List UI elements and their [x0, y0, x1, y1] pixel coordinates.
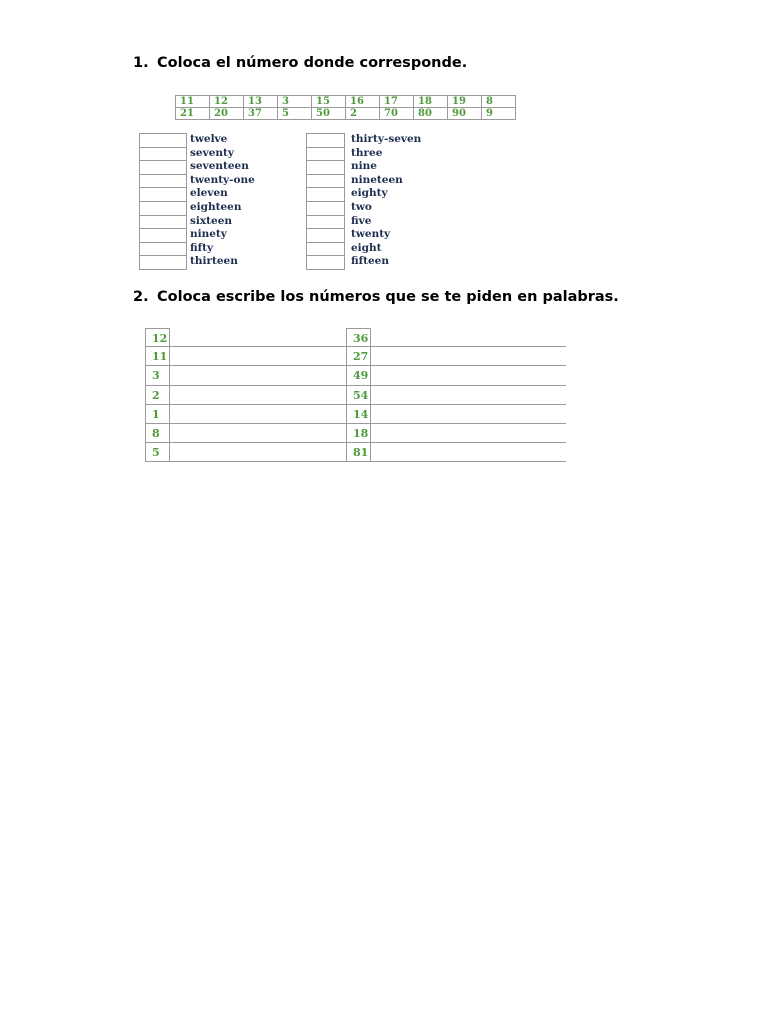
- grid-cell: 16: [346, 96, 380, 108]
- answer-box[interactable]: [139, 160, 187, 174]
- word-label: eleven: [190, 187, 228, 200]
- word-label: three: [351, 146, 383, 159]
- answer-box[interactable]: [139, 242, 187, 256]
- word-label: eighteen: [190, 200, 242, 213]
- heading-2: [133, 289, 619, 305]
- grid-cell: 5: [278, 108, 312, 120]
- heading-2-text: Coloca escribe los números que se te piden en palabras.: [157, 289, 619, 305]
- answer-box[interactable]: [306, 147, 345, 161]
- word-label: five: [351, 214, 372, 227]
- word-label: nine: [351, 160, 377, 173]
- heading-1-number: 1.: [133, 55, 149, 71]
- answer-box[interactable]: [306, 133, 345, 147]
- write-row: [346, 347, 566, 366]
- write-row: [346, 386, 566, 405]
- write-row: [145, 386, 346, 405]
- word-label: thirteen: [190, 255, 238, 268]
- grid-cell: 90: [448, 108, 482, 120]
- answer-box[interactable]: [139, 174, 187, 188]
- heading-1: [133, 55, 467, 71]
- answer-box[interactable]: [139, 215, 187, 229]
- write-row: [346, 443, 566, 462]
- number-cell: 54: [346, 386, 371, 404]
- number-cell: 81: [346, 443, 371, 461]
- grid-cell: 17: [380, 96, 414, 108]
- answer-box[interactable]: [306, 187, 345, 201]
- grid-cell: 8: [482, 96, 516, 108]
- word-label: eighty: [351, 187, 388, 200]
- grid-cell: 12: [210, 96, 244, 108]
- write-row: [346, 424, 566, 443]
- heading-1-text: Coloca el número donde corresponde.: [157, 55, 468, 71]
- word-label: ninety: [190, 228, 227, 241]
- write-row: [346, 366, 566, 385]
- answer-box[interactable]: [139, 133, 187, 147]
- answer-box[interactable]: [306, 160, 345, 174]
- write-row: [145, 443, 346, 462]
- write-row: [145, 424, 346, 443]
- grid-cell: 13: [244, 96, 278, 108]
- word-label: seventy: [190, 146, 234, 159]
- write-table-right: [346, 328, 566, 462]
- write-row: [145, 405, 346, 424]
- write-row: [346, 328, 566, 347]
- number-cell: 3: [145, 366, 170, 384]
- grid-cell: 80: [414, 108, 448, 120]
- word-label: thirty-seven: [351, 133, 422, 145]
- answer-box[interactable]: [306, 242, 345, 256]
- grid-cell: 11: [176, 96, 210, 108]
- write-row: [145, 328, 346, 347]
- word-label: twenty: [351, 228, 391, 241]
- answer-box[interactable]: [139, 228, 187, 242]
- write-table-left: [145, 328, 346, 462]
- number-cell: 8: [145, 424, 170, 442]
- grid-row-1: [176, 96, 516, 108]
- grid-cell: 3: [278, 96, 312, 108]
- grid-cell: 19: [448, 96, 482, 108]
- answer-box[interactable]: [139, 201, 187, 215]
- word-label: fifty: [190, 241, 214, 254]
- number-cell: 14: [346, 405, 371, 423]
- grid-cell: 2: [346, 108, 380, 120]
- answer-box[interactable]: [306, 174, 345, 188]
- number-cell: 12: [145, 328, 170, 346]
- answer-box[interactable]: [139, 255, 187, 270]
- number-grid: [175, 95, 516, 120]
- word-label: eight: [351, 241, 382, 254]
- grid-cell: 70: [380, 108, 414, 120]
- grid-cell: 9: [482, 108, 516, 120]
- word-label: twenty-one: [190, 173, 255, 186]
- grid-cell: 18: [414, 96, 448, 108]
- word-label: sixteen: [190, 214, 233, 227]
- answer-box[interactable]: [139, 147, 187, 161]
- answer-box[interactable]: [306, 201, 345, 215]
- word-label: nineteen: [351, 173, 403, 186]
- grid-cell: 20: [210, 108, 244, 120]
- number-cell: 27: [346, 347, 371, 365]
- grid-row-2: [176, 108, 516, 120]
- word-label: twelve: [190, 133, 228, 145]
- number-cell: 36: [346, 328, 371, 346]
- answer-box[interactable]: [306, 228, 345, 242]
- write-row: [145, 347, 346, 366]
- write-row: [145, 366, 346, 385]
- heading-2-number: 2.: [133, 289, 149, 305]
- word-label: two: [351, 200, 372, 213]
- write-row: [346, 405, 566, 424]
- grid-cell: 21: [176, 108, 210, 120]
- grid-cell: 15: [312, 96, 346, 108]
- number-cell: 11: [145, 347, 170, 365]
- grid-cell: 37: [244, 108, 278, 120]
- number-cell: 2: [145, 386, 170, 404]
- number-cell: 1: [145, 405, 170, 423]
- word-label: fifteen: [351, 255, 389, 268]
- answer-box[interactable]: [306, 215, 345, 229]
- number-cell: 18: [346, 424, 371, 442]
- word-label: seventeen: [190, 160, 249, 173]
- number-cell: 5: [145, 443, 170, 461]
- grid-cell: 50: [312, 108, 346, 120]
- answer-box[interactable]: [139, 187, 187, 201]
- number-cell: 49: [346, 366, 371, 384]
- answer-box[interactable]: [306, 255, 345, 270]
